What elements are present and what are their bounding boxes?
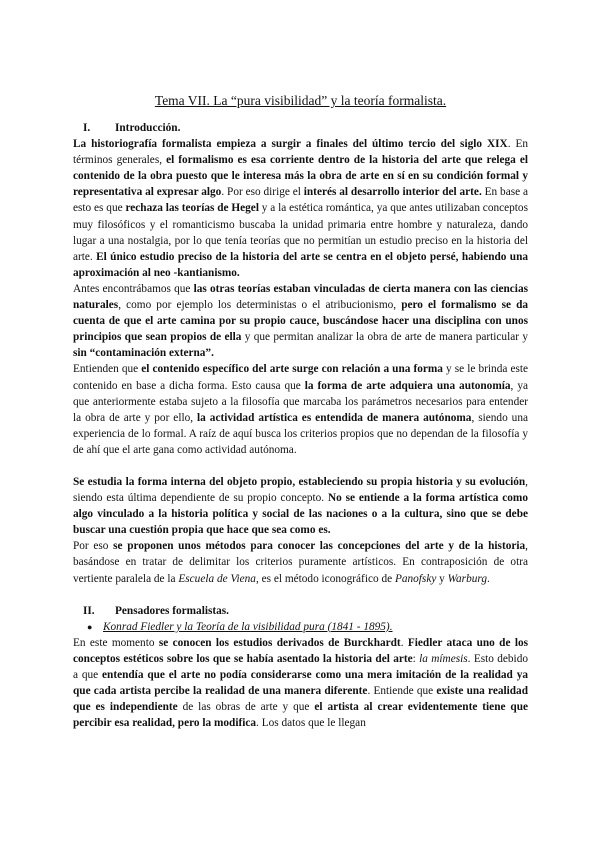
bold-text-run: El único estudio preciso de la historia del arte se centra en el objeto persé, habiendo una aproximación al neo -kantianismo. bbox=[73, 250, 529, 279]
paragraph bbox=[73, 136, 528, 281]
text-run: Por eso bbox=[73, 540, 114, 553]
italic-text-run: Warburg bbox=[447, 572, 487, 585]
italic-text-run: la mímesis bbox=[419, 652, 468, 665]
bold-text-run: entendía que el arte no podía considerarse como una mera imitación de la realidad ya que cada artista percibe la realidad de una manera diferente bbox=[73, 669, 528, 698]
bold-text-run: se proponen unos métodos para conocer las concepciones del arte y de la historia bbox=[113, 540, 526, 553]
text-run: , siendo esta última dependiente de su propio concepto. bbox=[73, 475, 528, 505]
section-number: I. bbox=[83, 122, 91, 134]
bullet-text: Konrad Fiedler y la Teoría de la visibilidad pura (1841 - 1895). bbox=[103, 620, 393, 633]
italic-text-run: Panofsky bbox=[394, 572, 437, 585]
paragraph bbox=[73, 361, 528, 458]
section-number: II. bbox=[83, 604, 95, 617]
text-run: , basándose en tratar de delimitar los criterios puramente artísticos. En contraposición de otra vertiente paralela de la bbox=[73, 540, 528, 585]
text-run: . bbox=[400, 636, 408, 649]
text-run: Antes encontrábamos que bbox=[73, 282, 194, 295]
bold-text-run: se conocen los estudios derivados de Burckhardt bbox=[158, 636, 401, 649]
text-run: y se le brinda este contenido en base a dicha forma. Esto causa que bbox=[73, 363, 529, 392]
bold-text-run: La historiografía formalista empieza a surgir a finales del último tercio del siglo XIX bbox=[73, 138, 508, 151]
paragraph-spacer bbox=[73, 458, 528, 474]
text-run: . Esto debido a que bbox=[73, 652, 528, 681]
bold-text-run: el contenido específico del arte surge con relación a una forma bbox=[141, 363, 443, 376]
bold-text-run: las otras teorías estaban vinculadas de cierta manera con las ciencias naturales bbox=[73, 282, 528, 312]
bold-text-run: la actividad artística es entendida de manera autónoma bbox=[197, 411, 472, 424]
paragraph-spacer bbox=[73, 587, 528, 603]
bold-text-run: Fiedler ataca uno de los conceptos estéticos sobre los que se había asentado la historia del arte bbox=[73, 636, 529, 665]
text-run: , siendo una experiencia de lo formal. A raíz de aquí busca los criterios propios que no dependan de la filosofía y de ahí que el arte gana como actividad autónoma. bbox=[73, 411, 528, 456]
text-run: y a la estética romántica, ya que antes utilizaban conceptos muy filosóficos y el romanticismo buscaba la unidad primaria entre hombre y naturaleza, dando lugar a una nostalgia, por lo que tenía teorías que no permitían un estudio preciso en la historia del arte. bbox=[73, 202, 528, 263]
text-run: : bbox=[412, 652, 420, 665]
paragraph bbox=[73, 538, 528, 586]
text-run: . Entiende que bbox=[367, 685, 437, 698]
bold-text-run: el artista al crear evidentemente tiene que percibir esa realidad, pero la modifica bbox=[73, 701, 528, 730]
text-run: En base a esto es que bbox=[73, 186, 529, 215]
paragraph bbox=[73, 474, 528, 538]
bold-text-run: la forma de arte adquiera una autonomía bbox=[304, 379, 511, 392]
bold-text-run: No se entiende a la forma artística como algo vinculado a la historia política y social de las naciones o a la cultura, sino que se debe buscar una cuestión propia que hace que sea como es. bbox=[73, 492, 528, 537]
italic-text-run: Escuela de Viena bbox=[178, 572, 256, 585]
bold-text-run: pero el formalismo se da cuenta de que el arte camina por su propio cauce, buscándose hacer una disciplina con unos principios que sean propios de ella bbox=[73, 299, 529, 344]
document-page bbox=[73, 92, 528, 731]
section-heading-pensadores bbox=[73, 603, 528, 619]
section-label: Introducción. bbox=[115, 122, 181, 134]
text-run: . Los datos que le llegan bbox=[256, 717, 366, 730]
text-run: En este momento bbox=[73, 636, 159, 649]
text-run: . bbox=[487, 572, 490, 585]
paragraph bbox=[73, 281, 528, 361]
text-run: , como por ejemplo los deterministas o el atribucionismo, bbox=[118, 299, 402, 312]
text-run: y que permitan analizar la obra de arte de manera particular y bbox=[241, 331, 528, 344]
page-title: Tema VII. La “pura visibilidad” y la teoría formalista. bbox=[154, 93, 447, 108]
bold-text-run: existe una realidad que es independiente bbox=[73, 685, 528, 714]
bold-text-run: sin “contaminación externa”. bbox=[73, 347, 214, 360]
text-run: Entienden que bbox=[73, 363, 142, 376]
text-run: . En términos generales, bbox=[73, 138, 529, 167]
bullet-item bbox=[73, 619, 528, 635]
bullet-dot-icon: ● bbox=[87, 621, 93, 632]
bold-text-run: rechaza las teorías de Hegel bbox=[125, 202, 259, 215]
section-label: Pensadores formalistas. bbox=[115, 604, 230, 617]
paragraph bbox=[73, 635, 528, 732]
text-run: , ya que anteriormente estaba sujeto a la filosofía que marcaba los parámetros necesarios para entender la obra de arte y por ello, bbox=[73, 379, 528, 424]
bold-text-run: el formalismo es esa corriente dentro de la historia del arte que relega el contenido de la obra puesto que le interesa más la obra de arte en sí en su condición formal y representativa al expresar algo bbox=[73, 154, 528, 199]
text-run: , es el método iconográfico de bbox=[255, 572, 395, 585]
bold-text-run: interés al desarrollo interior del arte. bbox=[303, 186, 482, 199]
section-heading-introduccion bbox=[73, 120, 528, 136]
bold-text-run: Se estudia la forma interna del objeto propio, estableciendo su propia historia y su evolución bbox=[73, 475, 526, 488]
text-run: de las obras de arte y que bbox=[177, 701, 315, 714]
text-run: y bbox=[436, 572, 448, 585]
text-run: . Por eso dirige el bbox=[221, 186, 304, 199]
